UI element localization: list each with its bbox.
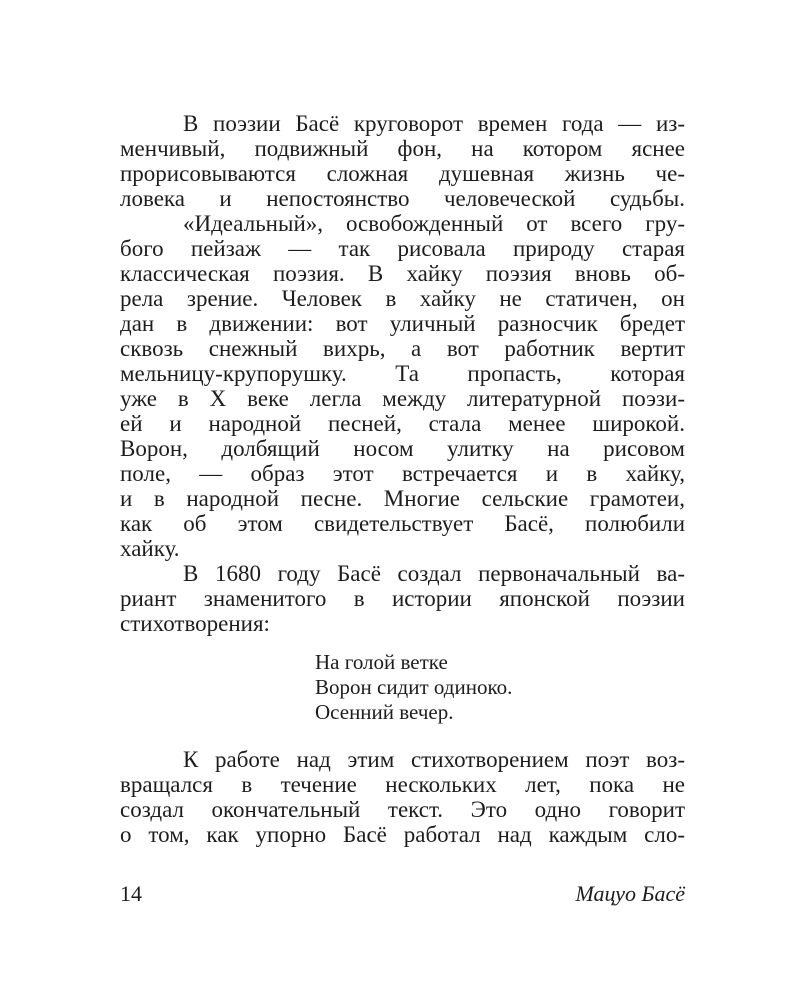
text-line: стихотворения: [120, 611, 270, 636]
paragraph-3 [120, 561, 685, 636]
text-column [120, 111, 685, 847]
text-line: бого пейзаж — так рисовала природу старая [120, 236, 685, 261]
page-number: 14 [120, 881, 142, 906]
text-line: менчивый, подвижный фон, на котором яснее [120, 136, 685, 161]
haiku-block [315, 650, 685, 725]
text-line: дан в движении: вот уличный разносчик бредет [120, 311, 685, 336]
text-line: ей и народной песней, стала менее широкой. [120, 411, 685, 436]
text-line: В 1680 году Басё создал первоначальный ва- [183, 561, 685, 586]
text-line: поле, — образ этот встречается и в хайку, [120, 461, 685, 486]
text-line: «Идеальный», освобожденный от всего гру- [183, 211, 685, 236]
text-line: К работе над этим стихотворением поэт воз- [183, 747, 685, 772]
text-line: В поэзии Басё круговорот времен года — из- [183, 111, 685, 136]
page-footer [120, 881, 685, 906]
running-title: Мацуо Басё [575, 881, 685, 906]
text-line: уже в X веке легла между литературной поэзи- [120, 386, 685, 411]
text-line: как об этом свидетельствует Басё, полюбили [120, 511, 685, 536]
text-line: Ворон, долбящий носом улитку на рисовом [120, 436, 685, 461]
text-line: прорисовываются сложная душевная жизнь че- [120, 161, 685, 186]
text-line: мельницу-крупорушку. Та пропасть, которая [120, 361, 685, 386]
text-line: о том, как упорно Басё работал над каждым сло- [120, 822, 685, 847]
paragraph-2 [120, 211, 685, 561]
text-line: риант знаменитого в истории японской поэзии [120, 586, 685, 611]
paragraph-1 [120, 111, 685, 211]
text-line: хайку. [120, 536, 180, 561]
paragraph-4 [120, 747, 685, 847]
haiku-line: На голой ветке [315, 650, 448, 674]
text-line: и в народной песне. Многие сельские грамотеи, [120, 486, 685, 511]
text-line: рела зрение. Человек в хайку не статичен, он [120, 286, 685, 311]
text-line: ловека и непостоянство человеческой судьбы. [120, 186, 685, 211]
text-line: сквозь снежный вихрь, а вот работник вертит [120, 336, 685, 361]
haiku-line: Осенний вечер. [315, 700, 454, 724]
text-line: вращался в течение нескольких лет, пока не [120, 772, 685, 797]
text-line: классическая поэзия. В хайку поэзия вновь об- [120, 261, 685, 286]
text-line: создал окончательный текст. Это одно говорит [120, 797, 685, 822]
haiku-line: Ворон сидит одиноко. [315, 675, 513, 699]
